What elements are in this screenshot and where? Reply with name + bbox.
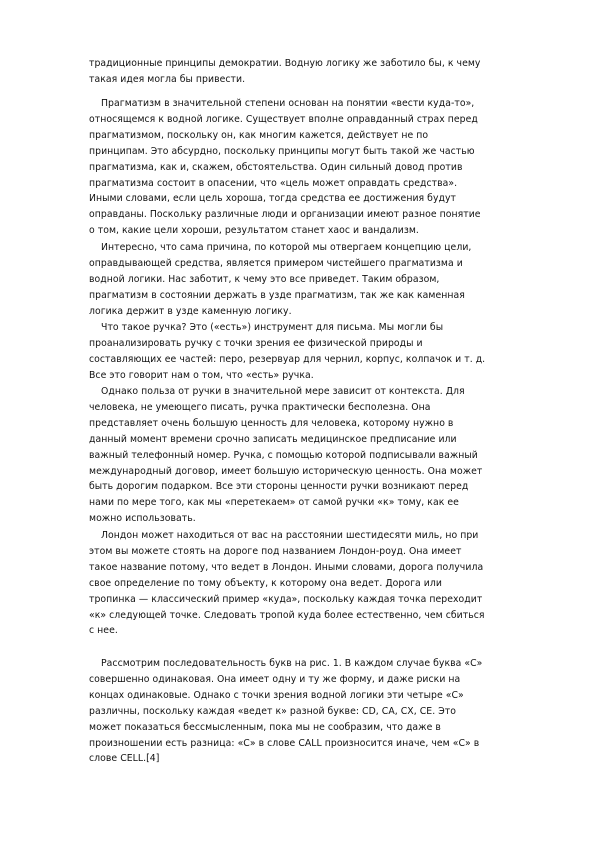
paragraph-london-road bbox=[89, 528, 552, 639]
text-line: водной логики. Нас заботит, к чему это все приведет. Таким образом, bbox=[89, 273, 440, 285]
text-line: свое определение по тому объекту, к которому она ведет. Дорога или bbox=[89, 577, 442, 589]
paragraph-letter-c bbox=[89, 656, 552, 767]
paragraph-ends-means bbox=[89, 240, 552, 320]
paragraph-text bbox=[89, 320, 552, 384]
text-line: о том, какие цели хороши, результатом станет хаос и вандализм. bbox=[89, 225, 419, 237]
text-line: нами по мере того, как мы «перетекаем» от самой ручки «к» тому, как ее bbox=[89, 497, 459, 509]
text-line: оправдывающей средства, является примером чистейшего прагматизма и bbox=[89, 257, 463, 269]
text-line: Прагматизм в значительной степени основан на понятии «вести куда-то», bbox=[89, 98, 475, 109]
text-line: совершенно одинаковая. Она имеет одну и ту же форму, и даже риски на bbox=[89, 673, 461, 685]
text-line: может показаться бессмысленным, пока мы не сообразим, что даже в bbox=[89, 721, 441, 733]
text-line: прагматизм в состоянии держать в узде прагматизм, так же как каменная bbox=[89, 289, 465, 301]
text-line: произношении есть разница: «С» в слове CALL произносится иначе, чем «С» в bbox=[89, 737, 480, 749]
text-line: составляющих ее частей: перо, резервуар для чернил, корпус, колпачок и т. д. bbox=[89, 353, 486, 365]
text-line: можно использовать. bbox=[89, 513, 196, 525]
text-line: относящемся к водной логике. Существует вполне оправданный страх перед bbox=[89, 113, 478, 125]
text-line: Интересно, что сама причина, по которой мы отвергаем концепцию цели, bbox=[89, 242, 472, 253]
text-line: Лондон может находиться от вас на расстоянии шестидесяти миль, но при bbox=[89, 530, 479, 541]
text-line: этом вы можете стоять на дороге под названием Лондон-роуд. Она имеет bbox=[89, 545, 462, 557]
text-line: логика держит в узде каменную логику. bbox=[89, 305, 292, 317]
text-line: оправданы. Поскольку различные люди и организации имеют разное понятие bbox=[89, 209, 481, 221]
text-line: концах одинаковые. Однако с точки зрения водной логики эти четыре «С» bbox=[89, 689, 464, 701]
text-line: прагматизма состоит в опасении, что «цель может оправдать средства». bbox=[89, 177, 458, 189]
paragraph-democracy bbox=[89, 56, 552, 88]
text-line: различны, поскольку каждая «ведет к» разной букве: CD, CA, CX, CE. Это bbox=[89, 705, 456, 717]
text-line: Рассмотрим последовательность букв на рис. 1. В каждом случае буква «С» bbox=[89, 658, 483, 669]
text-line: такое название потому, что ведет в Лондон. Иными словами, дорога получила bbox=[89, 561, 484, 573]
text-line: Однако польза от ручки в значительной мере зависит от контекста. Для bbox=[89, 386, 465, 397]
paragraph-pragmatism bbox=[89, 96, 552, 239]
text-line: с нее. bbox=[89, 625, 118, 637]
text-line: быть дорогим подарком. Все эти стороны ценности ручки возникают перед bbox=[89, 481, 469, 493]
text-line: «к» следующей точке. Следовать тропой куда более естественно, чем сбиться bbox=[89, 609, 485, 621]
text-line: слове CELL.[4] bbox=[89, 753, 160, 765]
paragraph-text bbox=[89, 528, 552, 639]
paragraph-text bbox=[89, 96, 552, 239]
text-line: человека, не умеющего писать, ручка практически бесполезна. Она bbox=[89, 401, 431, 413]
text-line: Иными словами, если цель хороша, тогда средства ее достижения будут bbox=[89, 193, 457, 205]
paragraph-text bbox=[89, 656, 552, 767]
text-line: Что такое ручка? Это («есть») инструмент для письма. Мы могли бы bbox=[89, 322, 444, 333]
text-line: принципам. Это абсурдно, поскольку принципы могут быть такой же частью bbox=[89, 145, 475, 157]
text-line: представляет очень большую ценность для человека, которому нужно в bbox=[89, 417, 454, 429]
text-line: такая идея могла бы привести. bbox=[89, 73, 246, 85]
text-line: традиционные принципы демократии. Водную логику же заботило бы, к чему bbox=[89, 58, 481, 69]
text-line: проанализировать ручку с точки зрения ее физической природы и bbox=[89, 337, 423, 349]
text-line: тропинка — классический пример «куда», поскольку каждая точка переходит bbox=[89, 593, 483, 605]
text-line: прагматизма, как и, скажем, обстоятельства. Один сильный довод против bbox=[89, 161, 463, 173]
paragraph-text bbox=[89, 240, 552, 320]
paragraph-pen-definition bbox=[89, 320, 552, 384]
text-line: данный момент времени срочно записать медицинское предписание или bbox=[89, 433, 457, 445]
paragraph-text bbox=[89, 384, 552, 527]
text-line: Все это говорит нам о том, что «есть» ручка. bbox=[89, 369, 314, 381]
text-line: прагматизмом, поскольку он, как многим кажется, действует не по bbox=[89, 129, 429, 141]
text-line: важный телефонный номер. Ручка, с помощью которой подписывали важный bbox=[89, 449, 478, 461]
paragraph-pen-context bbox=[89, 384, 552, 527]
paragraph-text bbox=[89, 56, 552, 88]
text-line: международный договор, имеет большую историческую ценность. Она может bbox=[89, 465, 483, 477]
